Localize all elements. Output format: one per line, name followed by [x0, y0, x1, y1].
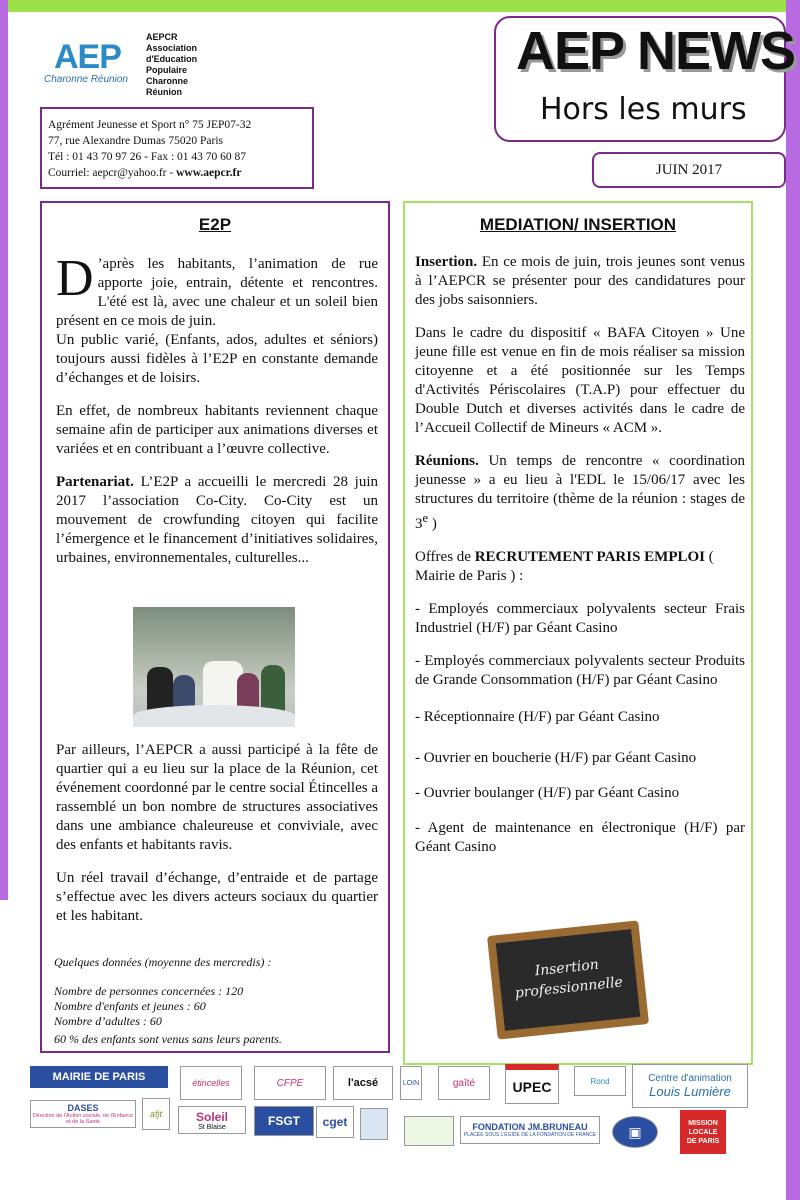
- mediation-body: [415, 253, 745, 871]
- dases-subtext: Direction de l'Action sociale, de l'Enfance et de la Santé: [32, 1113, 134, 1125]
- aep-logo: [42, 34, 134, 92]
- stat-item: Nombre d'enfants et jeunes : 60: [54, 999, 206, 1013]
- soleil-logo: [178, 1106, 246, 1134]
- rond-text: Rond: [590, 1076, 610, 1086]
- acse-logo: [333, 1066, 393, 1100]
- e2p-heading: E2P: [198, 215, 232, 234]
- logo-subtitle: Charonne Réunion: [44, 74, 128, 85]
- mairie-de-paris-logo: [30, 1066, 168, 1088]
- org-line: d'Education: [146, 54, 198, 64]
- mediation-heading: MEDIATION/ INSERTION: [479, 215, 677, 234]
- mission-locale-logo: [680, 1110, 726, 1154]
- fsgt-logo: [254, 1106, 314, 1136]
- reunions-label: Réunions.: [415, 453, 479, 469]
- e2p-paragraph-4: Par ailleurs, l’AEPCR a aussi participé à la fête de quartier qui a eu lieu sur la place de la Réunion, cet événement coordonné par le centre social Étincelles a rassemblé un bon nombre de structures associatives dans une ambiance chaleureuse et conviviale, avec des enfants et habitants ravis.: [56, 742, 378, 853]
- chalk-text-2: professionnelle: [514, 974, 624, 1002]
- job-offer: - Employés commerciaux polyvalents secteur Produits de Grande Consommation (H/F) par Géant Casino: [415, 653, 745, 688]
- org-name: [146, 32, 197, 98]
- gaite-text: gaîté: [452, 1077, 476, 1089]
- cfpe-logo: [254, 1066, 326, 1100]
- mission-line-3: DE PARIS: [686, 1137, 720, 1145]
- mission-line-1: MISSION: [688, 1119, 718, 1127]
- issue-date: JUIN 2017: [592, 152, 786, 188]
- gaite-logo: [438, 1066, 490, 1100]
- etincelles-text: étincelles: [192, 1078, 230, 1088]
- org-line: Charonne: [146, 76, 189, 86]
- acse-text: l'acsé: [347, 1077, 379, 1089]
- recrutement-label: RECRUTEMENT PARIS EMPLOI: [474, 549, 706, 565]
- dases-text: DASES: [67, 1103, 99, 1113]
- mairie-text: MAIRIE DE PARIS: [52, 1071, 146, 1083]
- mediation-paragraph-3: Un temps de rencontre « coordination jeunesse » a eu lieu à l'EDL le 15/06/17 avec les structures du territoire (thème de la réunion : stages de 3: [415, 453, 745, 532]
- rond-logo: [574, 1066, 626, 1096]
- mediation-paragraph-2: Dans le cadre du dispositif « BAFA Citoyen » Une jeune fille est venue en fin de mois réaliser sa mission citoyenne et a été positionnée sur les Temps d'Activités Périscolaires (T.A.P) pour effectuer du Double Dutch et diverses activités dans le cadre de l’Accueil Collectif de Mineurs « ACM ».: [415, 325, 745, 436]
- partner-logo-green: [404, 1116, 454, 1146]
- stat-item: Nombre de personnes concernées : 120: [54, 984, 244, 998]
- loin-logo: [400, 1066, 422, 1100]
- org-line: Réunion: [146, 87, 182, 97]
- org-line: Populaire: [146, 65, 188, 75]
- contact-phone: Tél : 01 43 70 97 26 - Fax : 01 43 70 60 87: [48, 151, 247, 163]
- left-purple-bar: [0, 0, 8, 900]
- right-purple-bar: [786, 0, 800, 1200]
- contact-email: [48, 165, 312, 181]
- centre-line-1: Centre d'animation: [648, 1073, 732, 1084]
- e2p-body-2: [56, 741, 378, 940]
- offres-suffix: ( Mairie de Paris ) :: [415, 549, 714, 584]
- job-offer: - Réceptionnaire (H/F) par Géant Casino: [415, 709, 660, 725]
- newsletter-subtitle: Hors les murs: [540, 92, 747, 127]
- contact-box: [40, 107, 314, 189]
- e2p-paragraph-3: L’E2P a accueilli le mercredi 28 juin 2017 l’association Co-City. Co-City est un mouvement de crowfunding citoyen qui facilite l’émergence et le financement d’initiatives solidaires, urbaines, environnementales, culturelles...: [56, 474, 378, 566]
- mediation-paragraph-1: En ce mois de juin, trois jeunes sont venus à l’AEPCR se présenter pour des candidatures pour des jobs saisonniers.: [415, 254, 745, 308]
- e2p-paragraph-1: ’après les habitants, l’animation de rue apporte joie, entrain, détente et rencontres. L'été est là, avec une chaleur et un soleil bien présent en ce mois de juin.: [56, 256, 378, 329]
- e2p-column: [40, 201, 390, 1053]
- chalkboard-image: [487, 920, 649, 1039]
- mission-line-2: LOCALE: [688, 1128, 718, 1136]
- dases-logo: [30, 1100, 136, 1128]
- contact-email-text: Courriel: aepcr@yahoo.fr -: [48, 167, 177, 179]
- job-offer: - Ouvrier boulanger (H/F) par Géant Casino: [415, 785, 680, 801]
- etincelles-logo: [180, 1066, 242, 1100]
- fsgt-text: FSGT: [268, 1114, 300, 1128]
- newsletter-title: AEP NEWS: [516, 21, 796, 81]
- job-offer: - Employés commerciaux polyvalents secteur Frais Industriel (H/F) par Géant Casino: [415, 601, 745, 636]
- cget-logo: [316, 1106, 354, 1138]
- org-line: Association: [146, 43, 198, 53]
- fondation-subtext: PLACÉE SOUS L'ÉGIDE DE LA FONDATION DE FRANCE: [463, 1132, 597, 1138]
- chalk-text-1: Insertion: [533, 956, 600, 980]
- stat-item: 60 % des enfants sont venus sans leurs parents.: [54, 1032, 282, 1046]
- event-photo: [133, 607, 295, 727]
- e2p-paragraph-1b: Un public varié, (Enfants, ados, adultes et séniors) toujours aussi fidèles à l’E2P en constante demande d’échanges et de loisirs.: [56, 332, 378, 386]
- book-icon: ▣: [628, 1123, 642, 1140]
- upec-logo: [505, 1064, 559, 1104]
- centre-louis-lumiere-logo: [632, 1064, 748, 1108]
- title-box: [494, 16, 796, 142]
- e2p-body: [56, 250, 378, 582]
- drop-cap: D: [56, 250, 94, 307]
- cget-text: cget: [322, 1115, 348, 1129]
- circle-logo: [612, 1116, 658, 1148]
- contact-agrement: Agrément Jeunesse et Sport n° 75 JEP07-32: [48, 119, 252, 131]
- logo-text: AEP: [54, 38, 121, 76]
- stat-item: Nombre d’adultes : 60: [54, 1014, 162, 1028]
- fondation-bruneau-logo: [460, 1116, 600, 1144]
- e2p-paragraph-2: En effet, de nombreux habitants reviennent chaque semaine afin de participer aux animations diverses et variées et en contribuant a l’œuvre collective.: [56, 403, 378, 457]
- mediation-paragraph-3-end: ): [428, 516, 437, 532]
- org-line: AEPCR: [146, 32, 178, 42]
- job-offer: - Ouvrier en boucherie (H/F) par Géant Casino: [415, 750, 697, 766]
- soleil-subtext: St Blaise: [198, 1123, 226, 1131]
- stats-block: [54, 955, 282, 1047]
- loin-text: LOIN: [402, 1079, 420, 1087]
- fondation-text: FONDATION JM.BRUNEAU: [472, 1122, 588, 1132]
- contact-address: 77, rue Alexandre Dumas 75020 Paris: [48, 135, 224, 147]
- stats-title: Quelques données (moyenne des mercredis) :: [54, 955, 272, 969]
- superscript: e: [422, 511, 429, 525]
- afjt-text: afjt: [149, 1109, 162, 1119]
- cfpe-text: CFPE: [276, 1077, 304, 1089]
- e2p-paragraph-5: Un réel travail d’échange, d’entraide et de partage s’effectue avec les divers acteurs sociaux du quartier et les habitant.: [56, 870, 378, 924]
- upec-text: UPEC: [512, 1078, 552, 1095]
- afjt-logo: [142, 1098, 170, 1130]
- top-green-bar: [0, 0, 800, 12]
- partner-logo-small: [360, 1108, 388, 1140]
- offres-prefix: Offres de: [415, 549, 475, 565]
- insertion-label: Insertion.: [415, 254, 478, 270]
- soleil-text: Soleil: [195, 1109, 228, 1124]
- centre-line-2: Louis Lumière: [649, 1084, 731, 1099]
- job-offer: - Agent de maintenance en électronique (H/F) par Géant Casino: [415, 820, 745, 855]
- website-link[interactable]: www.aepcr.fr: [176, 167, 242, 179]
- partenariat-label: Partenariat.: [56, 474, 134, 490]
